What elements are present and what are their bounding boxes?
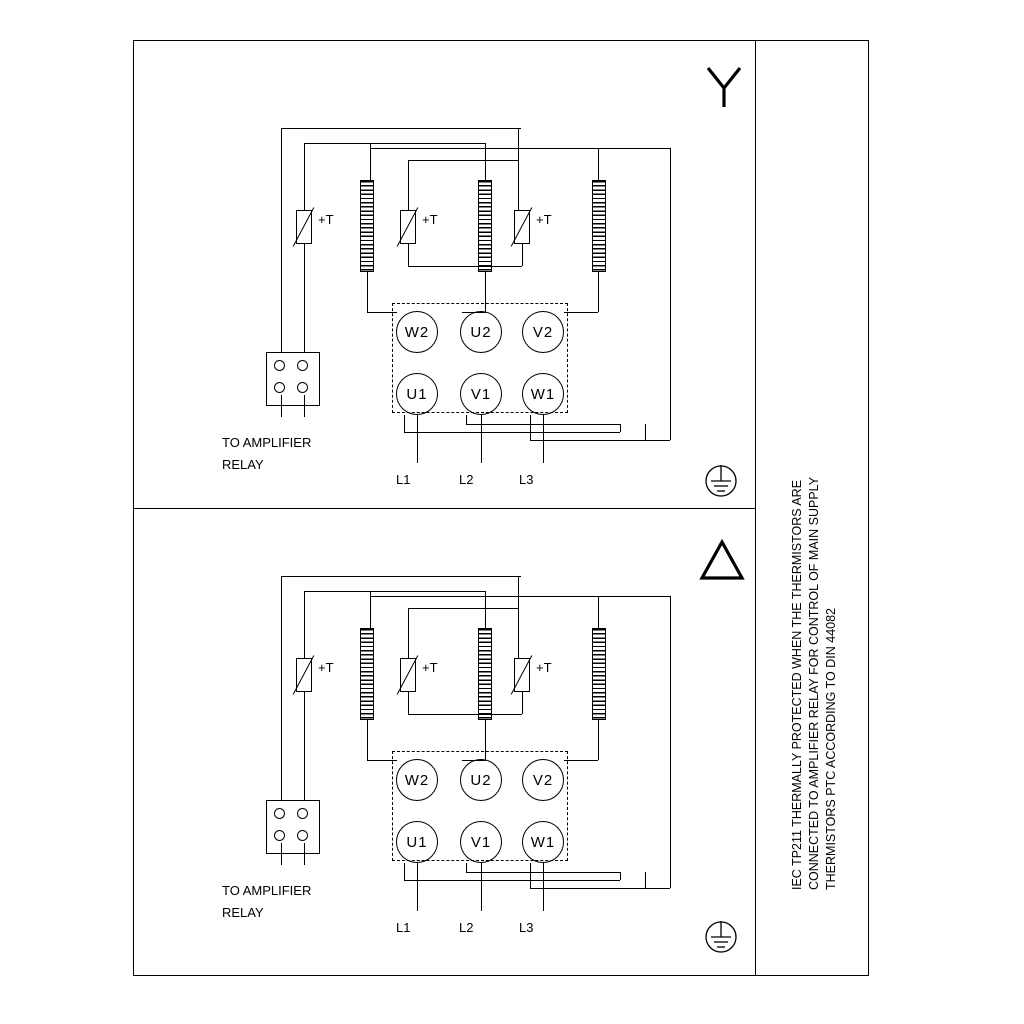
thermistor-3-label: +T [536,660,552,675]
winding-coil-2 [478,628,492,720]
coil-3-top-lead [598,148,599,181]
thermistor-wire-2-bottom [408,244,409,266]
thermistor-1-label: +T [318,660,334,675]
terminal-u2: U2 [460,311,502,353]
thermistor-2-label: +T [422,660,438,675]
coil-top-bus [370,591,485,592]
supply-label-l3: L3 [519,920,534,935]
outer-bus-right [670,596,671,888]
thermistor-bus-top-1 [281,576,521,577]
earth-symbol [700,916,742,963]
supply-lead-l1 [417,863,418,911]
coil-3-to-v2 [564,760,598,761]
connector-terminal-4 [297,382,308,393]
coil-1-to-w2 [367,760,397,761]
supply-label-l2: L2 [459,920,474,935]
supply-label-l2: L2 [459,472,474,487]
winding-coil-2 [478,180,492,272]
thermistor-wire-1-top [304,591,305,658]
thermistor-wire-1-bottom [304,244,305,360]
winding-coil-1 [360,180,374,272]
thermistor-wire-2-top [408,608,409,658]
thermistor-1-label: +T [318,212,334,227]
winding-coil-3 [592,180,606,272]
thermistor-bus-top-1 [281,128,521,129]
amplifier-label-line2: RELAY [222,905,264,920]
supply-label-l1: L1 [396,920,411,935]
amplifier-label-line1: TO AMPLIFIER [222,435,312,450]
link-bottom-bus-1-riser [620,872,621,880]
coil-1-bottom-lead [367,272,368,312]
terminal-u1: U1 [396,373,438,415]
winding-coil-3 [592,628,606,720]
thermistor-wire-3-top [518,576,519,658]
note-line-2: CONNECTED TO AMPLIFIER RELAY FOR CONTROL OF MAIN SUPPLY [807,476,821,890]
link-bottom-bus-1 [404,432,620,433]
coil-1-to-w2 [367,312,397,313]
link-v1-a [466,863,467,872]
link-v1-a [466,415,467,424]
connector-terminal-3 [274,830,285,841]
thermistor-link-bottom [408,714,522,715]
thermistor-2-label: +T [422,212,438,227]
delta-symbol [698,538,746,587]
supply-lead-l2 [481,863,482,911]
supply-lead-l3 [543,863,544,911]
thermistor-wire-3-bottom [522,692,523,714]
thermistor-wire-3-bottom [522,244,523,266]
supply-label-l3: L3 [519,472,534,487]
thermistor-link-2 [408,608,518,609]
connector-lead-right [304,395,305,417]
thermistor-link-1 [304,143,370,144]
link-bottom-bus-1 [404,880,620,881]
terminal-w2: W2 [396,759,438,801]
connector-lead-right [304,843,305,865]
coil-2-to-u2 [462,760,486,761]
connector-terminal-1 [274,808,285,819]
terminal-v2: V2 [522,311,564,353]
link-bottom-riser-2 [645,872,646,888]
link-bottom-bus-2 [466,872,620,873]
link-w1-a [530,863,531,888]
connector-lead-left [281,395,282,417]
connector-lead-left [281,843,282,865]
terminal-w1: W1 [522,373,564,415]
link-bottom-bus-1-riser [620,424,621,432]
coil-top-bus [370,143,485,144]
supply-label-l1: L1 [396,472,411,487]
note-line-3: THERMISTORS PTC ACCORDING TO DIN 44082 [824,607,838,890]
thermistor-wire-1-top [304,143,305,210]
link-bottom-bus-3 [530,888,670,889]
link-bottom-bus-3 [530,440,670,441]
winding-coil-1 [360,628,374,720]
connector-terminal-2 [297,360,308,371]
outer-bus-top [370,148,670,149]
note-line-1: IEC TP211 THERMALLY PROTECTED WHEN THE THERMISTORS ARE [790,479,804,890]
link-bottom-bus-2 [466,424,620,425]
amplifier-label-line1: TO AMPLIFIER [222,883,312,898]
panel-delta [0,448,1024,976]
wye-symbol [700,62,748,115]
coil-3-bottom-lead [598,720,599,760]
thermistor-wire-1-bottom [304,692,305,808]
amplifier-connector-block [266,800,320,854]
connector-terminal-4 [297,830,308,841]
thermistor-link-2 [408,160,518,161]
thermistor-wire-3-top [518,128,519,210]
terminal-v1: V1 [460,821,502,863]
thermistor-wire-2-top [408,160,409,210]
amplifier-label-line2: RELAY [222,457,264,472]
thermistor-wire-left-a [281,128,282,360]
link-w1-a [530,415,531,440]
link-u1-a [404,415,405,432]
thermistor-wire-left-a [281,576,282,808]
coil-2-bottom-lead [485,272,486,312]
link-bottom-riser-2 [645,424,646,440]
terminal-w2: W2 [396,311,438,353]
panel-star [0,0,1024,508]
coil-2-bottom-lead [485,720,486,760]
thermistor-link-bottom [408,266,522,267]
amplifier-connector-block [266,352,320,406]
connector-terminal-1 [274,360,285,371]
link-u1-a [404,863,405,880]
outer-bus-right [670,148,671,440]
thermistor-3-label: +T [536,212,552,227]
thermistor-wire-2-bottom [408,692,409,714]
coil-1-bottom-lead [367,720,368,760]
connector-terminal-3 [274,382,285,393]
terminal-u2: U2 [460,759,502,801]
terminal-v1: V1 [460,373,502,415]
coil-3-top-lead [598,596,599,629]
terminal-u1: U1 [396,821,438,863]
coil-3-bottom-lead [598,272,599,312]
outer-bus-top [370,596,670,597]
terminal-w1: W1 [522,821,564,863]
terminal-v2: V2 [522,759,564,801]
thermistor-link-1 [304,591,370,592]
coil-2-to-u2 [462,312,486,313]
coil-3-to-v2 [564,312,598,313]
connector-terminal-2 [297,808,308,819]
